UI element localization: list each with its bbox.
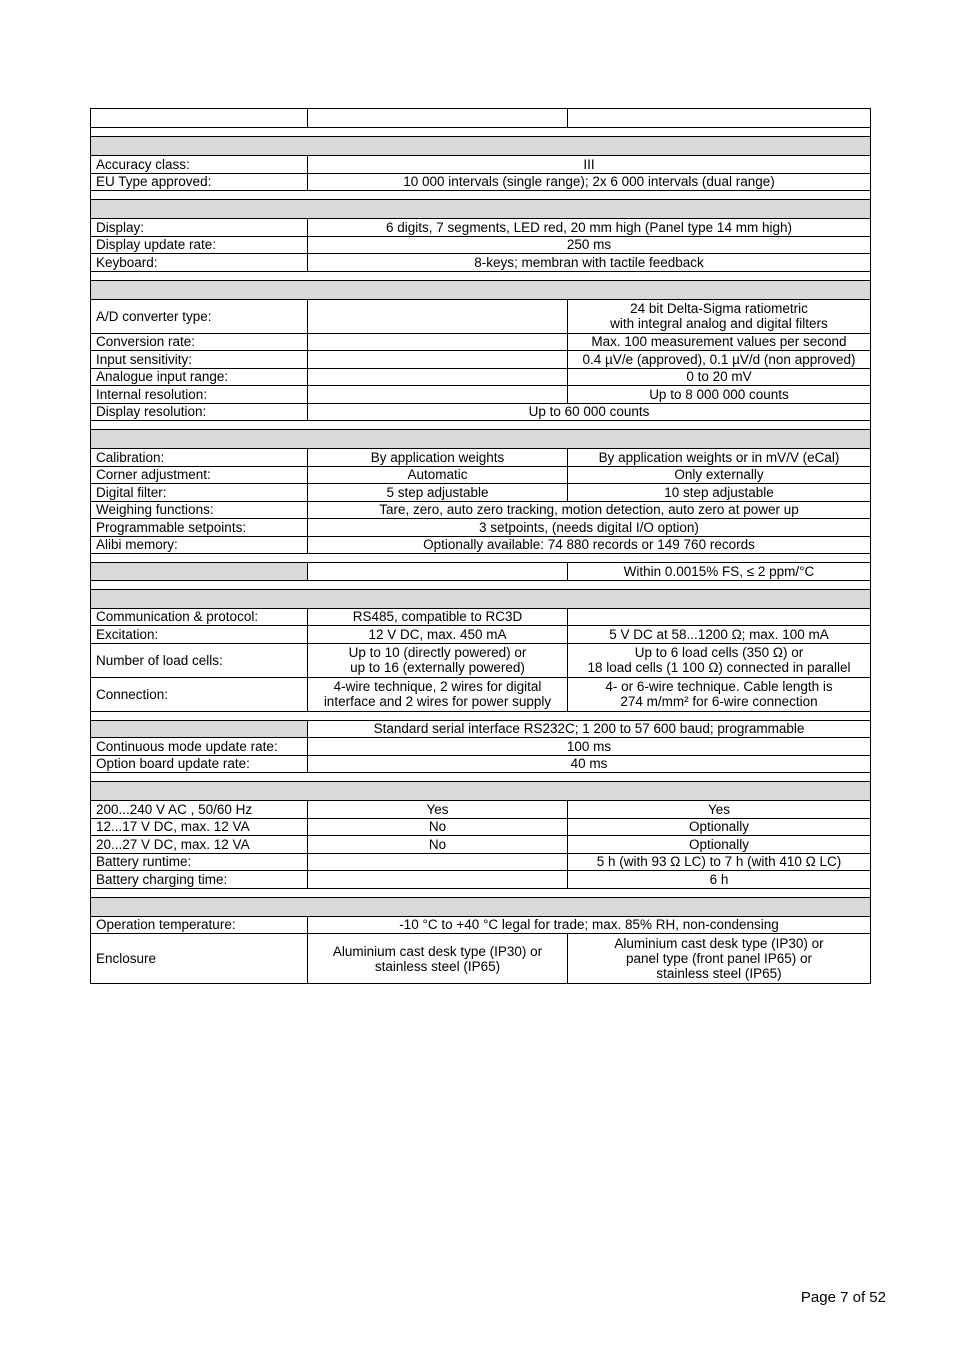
row-col1 — [308, 299, 568, 333]
row-col1: 4-wire technique, 2 wires for digital interface and 2 wires for power supply — [308, 677, 568, 711]
table-row — [91, 801, 871, 819]
table-row — [91, 626, 871, 644]
row-col1 — [308, 853, 568, 871]
row-label: 12...17 V DC, max. 12 VA — [91, 818, 308, 836]
row-value: 100 ms — [308, 738, 871, 756]
row-label: Internal resolution: — [91, 386, 308, 404]
table-row — [91, 236, 871, 254]
row-col1: 12 V DC, max. 450 mA — [308, 626, 568, 644]
specification-table — [90, 108, 871, 984]
row-value: 8-keys; membran with tactile feedback — [308, 254, 871, 272]
row-col1 — [308, 563, 568, 581]
row-label: Display: — [91, 219, 308, 237]
table-row — [91, 608, 871, 626]
row-col2 — [568, 608, 871, 626]
row-label — [91, 720, 308, 738]
table-row — [91, 677, 871, 711]
row-col2: Max. 100 measurement values per second — [568, 333, 871, 351]
row-value: 6 digits, 7 segments, LED red, 20 mm high (Panel type 14 mm high) — [308, 219, 871, 237]
section-header-row — [91, 137, 871, 156]
row-value: 3 setpoints, (needs digital I/O option) — [308, 519, 871, 537]
row-label: Corner adjustment: — [91, 466, 308, 484]
row-col1 — [308, 351, 568, 369]
row-label: A/D converter type: — [91, 299, 308, 333]
row-label: Keyboard: — [91, 254, 308, 272]
row-value: Optionally available: 74 880 records or 149 760 records — [308, 536, 871, 554]
table-row — [91, 501, 871, 519]
row-col2: 5 V DC at 58...1200 Ω; max. 100 mA — [568, 626, 871, 644]
table-row — [91, 351, 871, 369]
row-col1: Automatic — [308, 466, 568, 484]
row-col2: Up to 8 000 000 counts — [568, 386, 871, 404]
row-col2: Within 0.0015% FS, ≤ 2 ppm/°C — [568, 563, 871, 581]
row-label: Number of load cells: — [91, 643, 308, 677]
row-col1: No — [308, 818, 568, 836]
row-label: Battery charging time: — [91, 871, 308, 889]
row-label: Connection: — [91, 677, 308, 711]
row-label: Option board update rate: — [91, 755, 308, 773]
table-row — [91, 643, 871, 677]
row-col1: Aluminium cast desk type (IP30) or stainless steel (IP65) — [308, 934, 568, 984]
row-col2: Yes — [568, 801, 871, 819]
row-col1 — [308, 386, 568, 404]
row-col2: Only externally — [568, 466, 871, 484]
row-label: 200...240 V AC , 50/60 Hz — [91, 801, 308, 819]
table-row — [91, 916, 871, 934]
row-value: Tare, zero, auto zero tracking, motion detection, auto zero at power up — [308, 501, 871, 519]
table-row — [91, 853, 871, 871]
table-row — [91, 173, 871, 191]
row-col2: Optionally — [568, 818, 871, 836]
row-col1: RS485, compatible to RC3D — [308, 608, 568, 626]
table-row — [91, 836, 871, 854]
row-col2: 24 bit Delta-Sigma ratiometric with integral analog and digital filters — [568, 299, 871, 333]
table-row — [91, 219, 871, 237]
row-label: Programmable setpoints: — [91, 519, 308, 537]
row-label: Input sensitivity: — [91, 351, 308, 369]
row-label: Calibration: — [91, 449, 308, 467]
row-label: Digital filter: — [91, 484, 308, 502]
row-col2: Aluminium cast desk type (IP30) or panel type (front panel IP65) or stainless steel (IP65) — [568, 934, 871, 984]
table-row — [91, 156, 871, 174]
row-col1: By application weights — [308, 449, 568, 467]
section-header-row — [91, 200, 871, 219]
table-row — [91, 536, 871, 554]
row-value: Up to 60 000 counts — [308, 403, 871, 421]
section-header-row — [91, 782, 871, 801]
row-label: 20...27 V DC, max. 12 VA — [91, 836, 308, 854]
row-col2: Optionally — [568, 836, 871, 854]
table-row — [91, 755, 871, 773]
row-label: Excitation: — [91, 626, 308, 644]
row-label: Conversion rate: — [91, 333, 308, 351]
table-row — [91, 403, 871, 421]
row-label: Communication & protocol: — [91, 608, 308, 626]
table-row — [91, 386, 871, 404]
table-row — [91, 720, 871, 738]
section-header-row — [91, 589, 871, 608]
row-label: Continuous mode update rate: — [91, 738, 308, 756]
row-col2: 5 h (with 93 Ω LC) to 7 h (with 410 Ω LC) — [568, 853, 871, 871]
table-row — [91, 333, 871, 351]
table-row — [91, 484, 871, 502]
row-value: 40 ms — [308, 755, 871, 773]
row-value: 250 ms — [308, 236, 871, 254]
table-row — [91, 254, 871, 272]
row-col2: 10 step adjustable — [568, 484, 871, 502]
row-label: Operation temperature: — [91, 916, 308, 934]
row-label: Accuracy class: — [91, 156, 308, 174]
row-col1: Up to 10 (directly powered) or up to 16 (externally powered) — [308, 643, 568, 677]
table-row — [91, 818, 871, 836]
section-header-row — [91, 430, 871, 449]
table-row — [91, 449, 871, 467]
table-row — [91, 934, 871, 984]
row-label: Weighing functions: — [91, 501, 308, 519]
section-header-row — [91, 897, 871, 916]
table-row — [91, 871, 871, 889]
row-value: 10 000 intervals (single range); 2x 6 000 intervals (dual range) — [308, 173, 871, 191]
row-col1 — [308, 368, 568, 386]
row-label: Alibi memory: — [91, 536, 308, 554]
row-value: III — [308, 156, 871, 174]
row-col2: By application weights or in mV/V (eCal) — [568, 449, 871, 467]
table-header-row — [91, 109, 871, 128]
table-row — [91, 738, 871, 756]
row-col2: 6 h — [568, 871, 871, 889]
row-label: EU Type approved: — [91, 173, 308, 191]
section-header-row — [91, 280, 871, 299]
table-row — [91, 563, 871, 581]
row-value: -10 °C to +40 °C legal for trade; max. 85% RH, non-condensing — [308, 916, 871, 934]
row-col2: 4- or 6-wire technique. Cable length is 274 m/mm² for 6-wire connection — [568, 677, 871, 711]
table-row — [91, 519, 871, 537]
row-col1: 5 step adjustable — [308, 484, 568, 502]
row-col1 — [308, 333, 568, 351]
row-value: Standard serial interface RS232C; 1 200 to 57 600 baud; programmable — [308, 720, 871, 738]
table-row — [91, 299, 871, 333]
table-row — [91, 368, 871, 386]
row-label — [91, 563, 308, 581]
page-number: Page 7 of 52 — [800, 1289, 886, 1306]
row-label: Enclosure — [91, 934, 308, 984]
row-label: Analogue input range: — [91, 368, 308, 386]
row-label: Display update rate: — [91, 236, 308, 254]
row-col2: 0.4 µV/e (approved), 0.1 µV/d (non approved) — [568, 351, 871, 369]
row-col2: Up to 6 load cells (350 Ω) or 18 load cells (1 100 Ω) connected in parallel — [568, 643, 871, 677]
row-col1 — [308, 871, 568, 889]
row-col1: Yes — [308, 801, 568, 819]
row-label: Display resolution: — [91, 403, 308, 421]
row-col2: 0 to 20 mV — [568, 368, 871, 386]
row-col1: No — [308, 836, 568, 854]
table-row — [91, 466, 871, 484]
row-label: Battery runtime: — [91, 853, 308, 871]
